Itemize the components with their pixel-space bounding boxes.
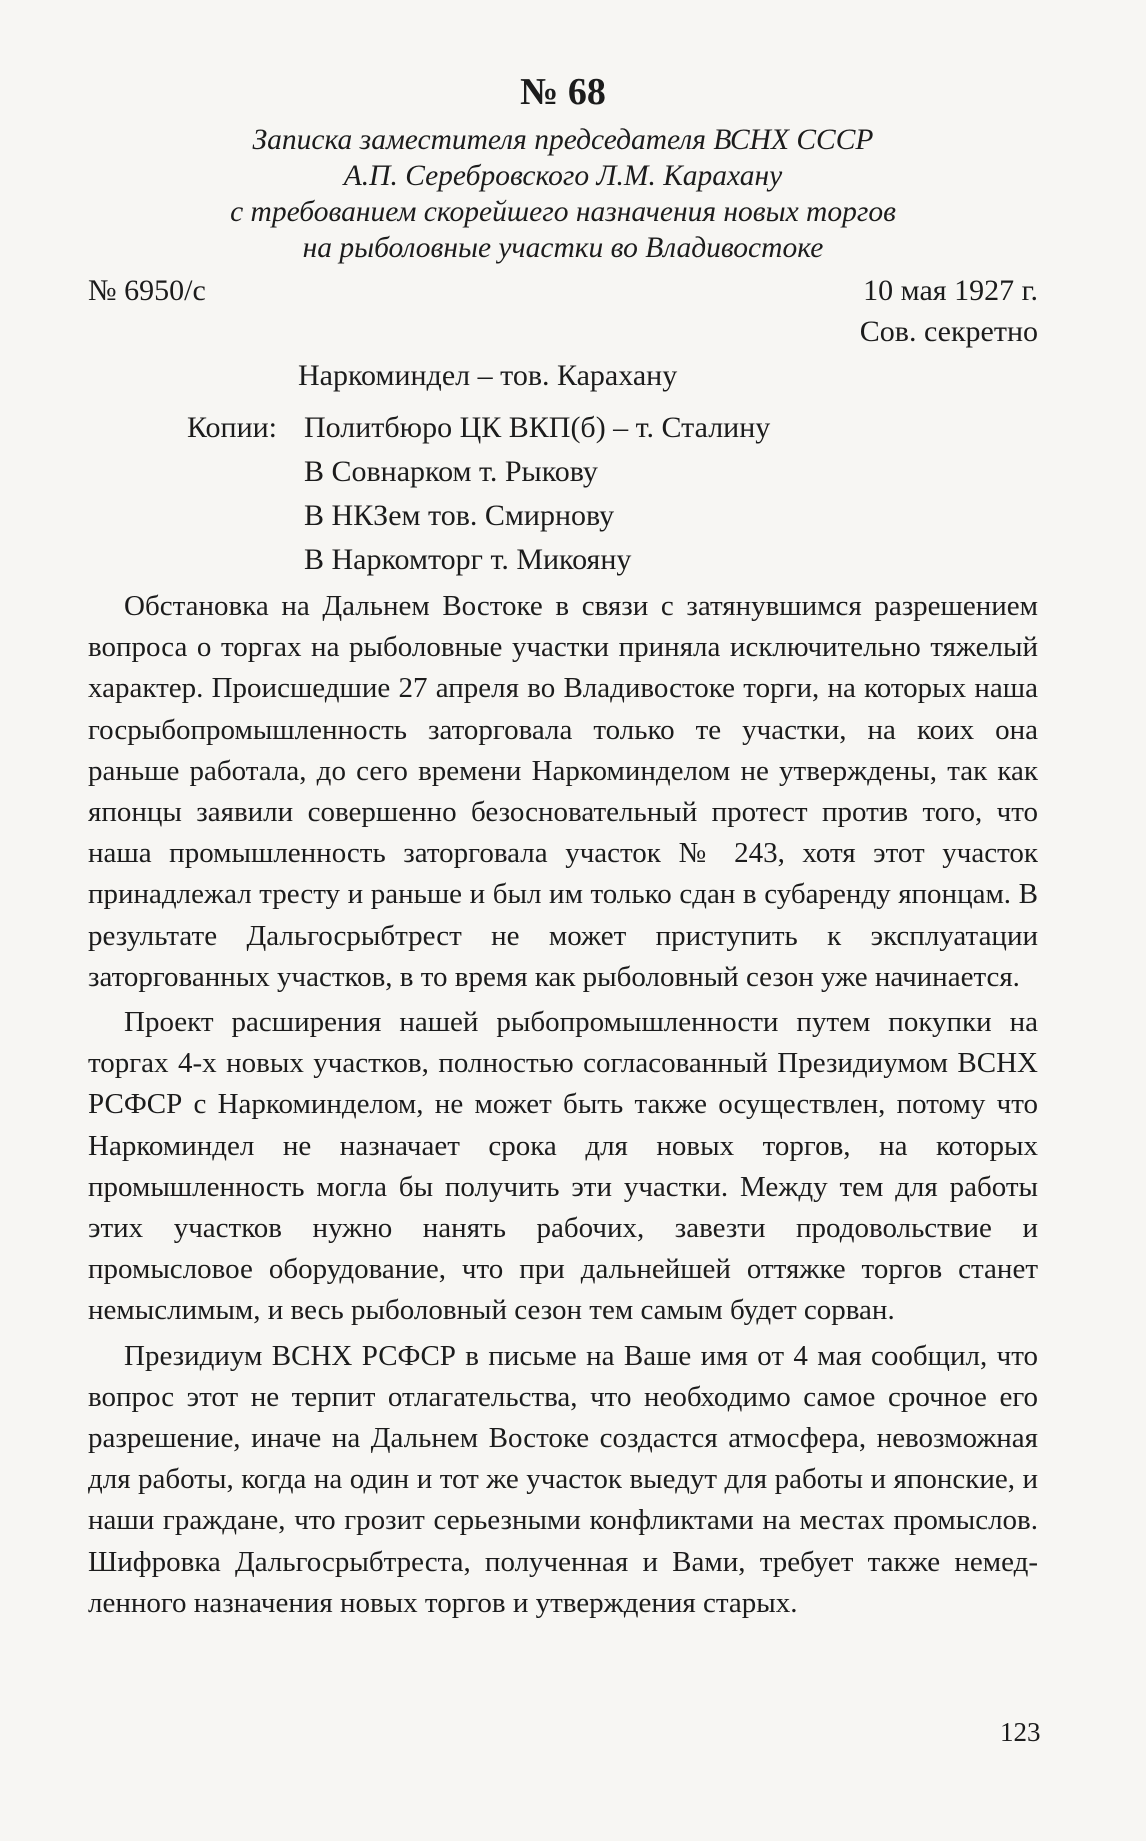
registration-number: № 6950/с xyxy=(88,274,206,307)
document-title xyxy=(88,122,1038,266)
document-date: 10 мая 1927 г. xyxy=(863,274,1038,307)
title-line: А.П. Серебровского Л.М. Карахану xyxy=(343,160,783,192)
copy-recipient: В НКЗем тов. Смирнову xyxy=(304,499,615,532)
document-page xyxy=(88,70,1038,1628)
body-paragraph: Обстановка на Дальнем Востоке в связи с затянувшимся разрешением вопроса о торгах на рыболовные участки приняла исключительно тяжелый характер. Происшедшие 27 апреля во Владивостоке торги, на которых наша госрыбопромышленность заторговала только те участки, на коих она раньше работала, до сего времени Наркоминделом не утверждены, так как японцы заявили совершенно безосновательный протест против того, что наша промышленность заторговала участок № 243, хотя этот участок принадлежал тресту и раньше и был им только сдан в субаренду японцам. В результате Дальгосрыбтрест не может приступить к эксплуатации заторгованных участков, в то время как рыболовный сезон уже начинается. xyxy=(88,590,1038,993)
page-number: 123 xyxy=(1000,1717,1041,1747)
copies-list xyxy=(88,406,1038,582)
title-line: Записка заместителя председателя ВСНХ СССР xyxy=(252,124,874,156)
document-number: № 68 xyxy=(520,71,606,113)
copy-recipient: Политбюро ЦК ВКП(б) – т. Сталину xyxy=(304,411,771,444)
copy-recipient: В Совнарком т. Рыкову xyxy=(304,455,598,488)
body-paragraph: Президиум ВСНХ РСФСР в письме на Ваше имя от 4 мая сообщил, что вопрос этот не терпит отлагательства, что необходимо самое срочное его разрешение, иначе на Дальнем Востоке создастся атмосфера, невозможная для работы, когда на один и тот же участок выедут для работы и японские, и наши граждане, что грозит серьезными конфликтами на местах промыслов. Шифровка Дальгосрыбтреста, полученная и Вами, требует также немедленного назначения новых торгов и утверждения старых. xyxy=(88,1339,1038,1619)
copies-label: Копии: xyxy=(187,411,278,444)
document-body xyxy=(88,586,1038,1624)
secrecy-stamp: Сов. секретно xyxy=(859,315,1038,348)
addressee: Наркоминдел – тов. Карахану xyxy=(298,359,678,392)
title-line: с требованием скорейшего назначения новых торгов xyxy=(230,196,896,228)
body-paragraph: Проект расширения нашей рыбопромышленности путем покупки на торгах 4-х новых участков, полностью согласованный Президиумом ВСНХ РСФСР с Наркоминделом, не может быть также осуществлен, потому что Наркоминдел не назначает срока для новых торгов, на которых промышленность могла бы получить эти участки. Между тем для работы этих участков нужно нанять рабочих, завезти продовольствие и промысловое оборудование, что при дальнейшей оттяжке торгов станет немыслимым, и весь рыболовный сезон тем самым будет сорван. xyxy=(88,1006,1038,1327)
title-line: на рыболовные участки во Владивостоке xyxy=(302,232,824,264)
document-meta xyxy=(88,272,1038,310)
copy-recipient: В Наркомторг т. Микояну xyxy=(304,543,632,576)
